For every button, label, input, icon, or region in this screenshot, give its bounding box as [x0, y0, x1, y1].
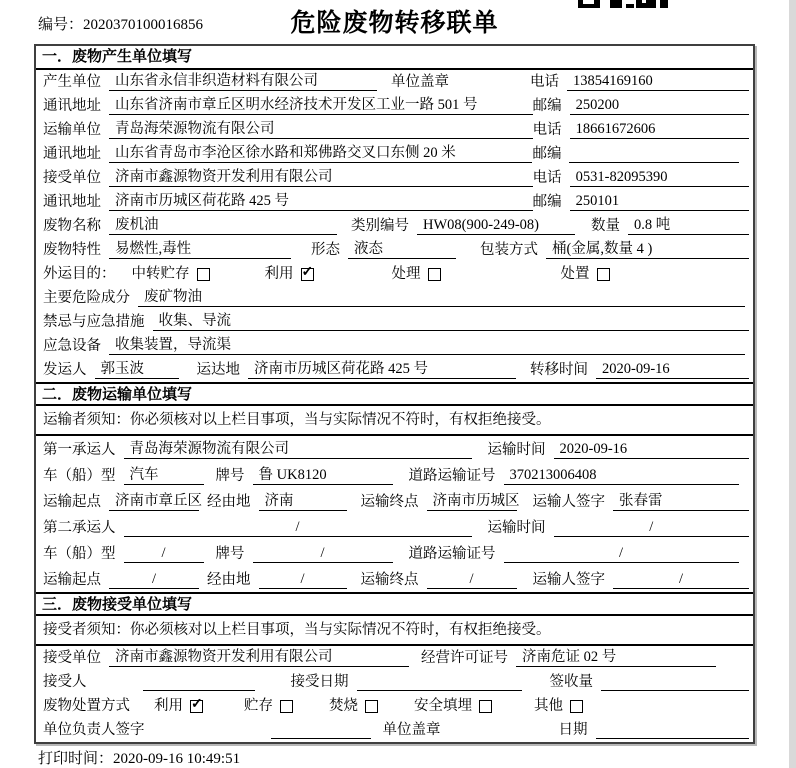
print-time-value: 2020-09-16 10:49:51	[113, 751, 241, 767]
received-amount-label: 签收量	[549, 674, 593, 690]
route-end-label: 运输终点	[360, 572, 419, 588]
transfer-purpose-label: 外运目的：	[43, 266, 116, 282]
purpose-option-utilize	[265, 265, 314, 283]
road-permit-value: 370213006408	[504, 466, 739, 485]
producer-unit-row	[36, 70, 753, 94]
transport-date-value: 2020-09-16	[554, 440, 750, 459]
carrier-signature-label: 运输人签字	[532, 572, 605, 588]
receipt-date-value	[357, 690, 522, 691]
section-3-header: 三．废物接受单位填写	[36, 592, 753, 616]
responsible-signature-value	[271, 738, 371, 739]
print-time-label: 打印时间：	[38, 751, 114, 767]
hazard-component-value: 废矿物油	[138, 288, 745, 307]
transporter-postcode-value	[569, 162, 739, 163]
vehicle-type-row	[36, 462, 753, 488]
disposal-method-row	[36, 694, 753, 718]
waste-property-row	[36, 238, 753, 262]
receiver-phone-label: 电话	[532, 170, 562, 186]
packaging-label: 包装方式	[480, 242, 538, 258]
receiving-unit-row	[36, 646, 753, 670]
qr-block	[610, 0, 622, 8]
address-label: 通讯地址	[43, 98, 101, 114]
qr-block	[583, 0, 594, 4]
receipt-date-label: 接受日期	[290, 674, 349, 690]
disposal-option-other	[534, 697, 583, 715]
section-2-header: 二．废物运输单位填写	[36, 382, 753, 406]
receiver-notice: 接受者须知：你必须核对以上栏目事项，当与实际情况不符时，有权拒绝接受。	[36, 616, 753, 646]
first-carrier-label: 第一承运人	[43, 442, 116, 458]
recipient-name-value	[143, 690, 255, 691]
address-label: 通讯地址	[43, 194, 101, 210]
route-row	[36, 488, 753, 514]
waste-property-value: 易燃性,毒性	[109, 240, 291, 259]
qr-code-fragment	[578, 0, 670, 9]
receiver-address-value: 济南市历城区荷花路 425 号	[109, 192, 533, 211]
route-origin-label: 运输起点	[43, 494, 101, 510]
checkbox-icon	[479, 700, 492, 713]
route-via-value: 济南	[259, 492, 347, 511]
packaging-value: 桶(金属,数量 4 )	[546, 240, 749, 259]
receiver-postcode-value: 250101	[570, 192, 749, 211]
plate-number-label: 牌号	[215, 546, 245, 562]
vehicle-type-value: /	[124, 544, 204, 563]
first-carrier-row	[36, 436, 753, 462]
transport-date-value: /	[554, 518, 750, 537]
road-permit-label: 道路运输证号	[408, 546, 496, 562]
transporter-postcode-label: 邮编	[532, 146, 562, 162]
route-origin-value: 济南市章丘区	[109, 492, 199, 511]
unit-seal-label: 单位盖章	[391, 74, 449, 90]
serial-number-label: 编号：	[38, 17, 84, 33]
purpose-option-dispose	[561, 265, 610, 283]
disposal-option-storage	[244, 697, 293, 715]
waste-name-value: 废机油	[109, 216, 337, 235]
license-number-value: 济南危证 02 号	[516, 648, 716, 667]
route-origin-value: /	[109, 570, 199, 589]
transport-date-label: 运输时间	[487, 520, 546, 536]
checkbox-icon	[365, 700, 378, 713]
received-amount-value	[601, 690, 749, 691]
qr-block	[660, 0, 668, 8]
receiver-unit-value: 济南市鑫源物资开发利用有限公司	[109, 168, 533, 187]
page-title: 危险废物转移联单	[290, 10, 499, 37]
qr-block	[626, 4, 634, 8]
checkbox-label: 利用	[264, 266, 294, 282]
disposal-method-label: 废物处置方式	[43, 698, 130, 714]
shipper-row	[36, 358, 753, 382]
form-state-value: 液态	[348, 240, 456, 259]
route-via-label: 经由地	[207, 494, 251, 510]
transporter-unit-label: 运输单位	[43, 122, 101, 138]
destination-value: 济南市历城区荷花路 425 号	[248, 360, 516, 379]
date-value	[596, 738, 750, 739]
producer-postcode-label: 邮编	[532, 98, 562, 114]
disposal-option-incinerate	[329, 697, 378, 715]
checkbox-icon	[301, 268, 314, 281]
producer-phone-label: 电话	[530, 74, 559, 90]
transfer-date-label: 转移时间	[530, 362, 588, 378]
emergency-equipment-label: 应急设备	[43, 338, 101, 354]
checkbox-icon	[197, 268, 210, 281]
route-via-label: 经由地	[207, 572, 251, 588]
quantity-value: 0.8 吨	[628, 216, 749, 235]
emergency-measures-value: 收集、导流	[153, 312, 750, 331]
receiving-unit-label: 接受单位	[43, 650, 101, 666]
receiving-unit-value: 济南市鑫源物资开发利用有限公司	[109, 648, 409, 667]
shipper-name-value: 郭玉波	[95, 360, 179, 379]
checkbox-icon	[190, 700, 203, 713]
waste-name-label: 废物名称	[43, 218, 101, 234]
route-end-label: 运输终点	[360, 494, 419, 510]
checkbox-label: 处置	[560, 266, 590, 282]
vehicle-type-label: 车（船）型	[43, 468, 116, 484]
disposal-option-landfill	[414, 697, 492, 715]
carrier-signature-value: /	[613, 570, 749, 589]
receiver-postcode-label: 邮编	[532, 194, 562, 210]
serial-number-value: 2020370100016856	[83, 17, 204, 33]
destination-label: 运达地	[196, 362, 240, 378]
second-carrier-label: 第二承运人	[43, 520, 116, 536]
checkbox-icon	[570, 700, 583, 713]
plate-number-value: 鲁 UK8120	[253, 466, 393, 485]
vehicle-type-row-2	[36, 540, 753, 566]
hazard-component-row	[36, 286, 753, 310]
purpose-option-storage	[132, 265, 210, 283]
route-end-value: /	[427, 570, 517, 589]
qr-block	[642, 0, 646, 3]
form-table	[34, 44, 755, 744]
transporter-phone-value: 18661672606	[570, 120, 749, 139]
producer-unit-label: 产生单位	[43, 74, 101, 90]
waste-name-row	[36, 214, 753, 238]
producer-unit-value: 山东省永信非织造材料有限公司	[109, 72, 377, 91]
scrollbar-track[interactable]	[789, 0, 796, 768]
checkbox-label: 焚烧	[329, 698, 358, 714]
producer-postcode-value: 250200	[570, 96, 749, 115]
disposal-option-utilize	[154, 697, 203, 715]
carrier-signature-label: 运输人签字	[532, 494, 605, 510]
checkbox-label: 利用	[154, 698, 183, 714]
transporter-notice: 运输者须知：你必须核对以上栏目事项，当与实际情况不符时，有权拒绝接受。	[36, 406, 753, 436]
license-number-label: 经营许可证号	[421, 650, 508, 666]
transporter-address-row	[36, 142, 753, 166]
checkbox-icon	[428, 268, 441, 281]
receiver-unit-label: 接受单位	[43, 170, 101, 186]
hazard-component-label: 主要危险成分	[43, 290, 130, 306]
address-label: 通讯地址	[43, 146, 101, 162]
emergency-measures-label: 禁忌与应急措施	[43, 314, 145, 330]
recipient-label: 接受人	[43, 674, 87, 690]
route-row-2	[36, 566, 753, 592]
checkbox-icon	[597, 268, 610, 281]
route-end-value: 济南市历城区	[427, 492, 517, 511]
plate-number-label: 牌号	[215, 468, 245, 484]
producer-address-row	[36, 94, 753, 118]
checkbox-label: 其他	[534, 698, 563, 714]
road-permit-label: 道路运输证号	[408, 468, 496, 484]
category-code-value: HW08(900-249-08)	[417, 216, 575, 235]
checkbox-label: 贮存	[244, 698, 273, 714]
road-permit-value: /	[504, 544, 739, 563]
transporter-phone-label: 电话	[532, 122, 562, 138]
emergency-equipment-value: 收集装置，导流渠	[109, 336, 745, 355]
qr-block	[636, 0, 656, 8]
form-state-label: 形态	[311, 242, 340, 258]
checkbox-label: 处理	[391, 266, 421, 282]
transporter-unit-value: 青岛海荣源物流有限公司	[109, 120, 533, 139]
transporter-unit-row	[36, 118, 753, 142]
checkbox-label: 安全填埋	[414, 698, 472, 714]
date-label: 日期	[558, 722, 588, 738]
print-time	[38, 747, 240, 768]
route-via-value: /	[259, 570, 347, 589]
vehicle-type-label: 车（船）型	[43, 546, 116, 562]
category-code-label: 类别编号	[351, 218, 409, 234]
checkbox-label: 中转贮存	[131, 266, 190, 282]
section-1-header: 一．废物产生单位填写	[36, 46, 753, 70]
waste-property-label: 废物特性	[43, 242, 101, 258]
responsible-signature-row	[36, 718, 753, 742]
transfer-purpose-row	[36, 262, 753, 286]
transfer-date-value: 2020-09-16	[596, 360, 749, 379]
transporter-address-value: 山东省青岛市李沧区徐水路和郑佛路交叉口东侧 20 米	[109, 144, 532, 163]
second-carrier-value: /	[124, 518, 472, 537]
route-origin-label: 运输起点	[43, 572, 101, 588]
shipper-label: 发运人	[43, 362, 87, 378]
recipient-row	[36, 670, 753, 694]
vehicle-type-value: 汽车	[124, 466, 204, 485]
plate-number-value: /	[253, 544, 393, 563]
responsible-signature-label: 单位负责人签字	[43, 722, 145, 738]
producer-phone-value: 13854169160	[567, 72, 749, 91]
second-carrier-row	[36, 514, 753, 540]
receiver-phone-value: 0531-82095390	[570, 168, 749, 187]
unit-seal-label: 单位盖章	[382, 722, 441, 738]
emergency-equipment-row	[36, 334, 753, 358]
transport-date-label: 运输时间	[487, 442, 546, 458]
emergency-measures-row	[36, 310, 753, 334]
checkbox-icon	[280, 700, 293, 713]
quantity-label: 数量	[591, 218, 620, 234]
receiver-address-row	[36, 190, 753, 214]
purpose-option-treat	[392, 265, 441, 283]
carrier-signature-value: 张春雷	[613, 492, 749, 511]
producer-address-value: 山东省济南市章丘区明水经济技术开发区工业一路 501 号	[109, 96, 533, 115]
first-carrier-value: 青岛海荣源物流有限公司	[124, 440, 472, 459]
receiver-unit-row	[36, 166, 753, 190]
